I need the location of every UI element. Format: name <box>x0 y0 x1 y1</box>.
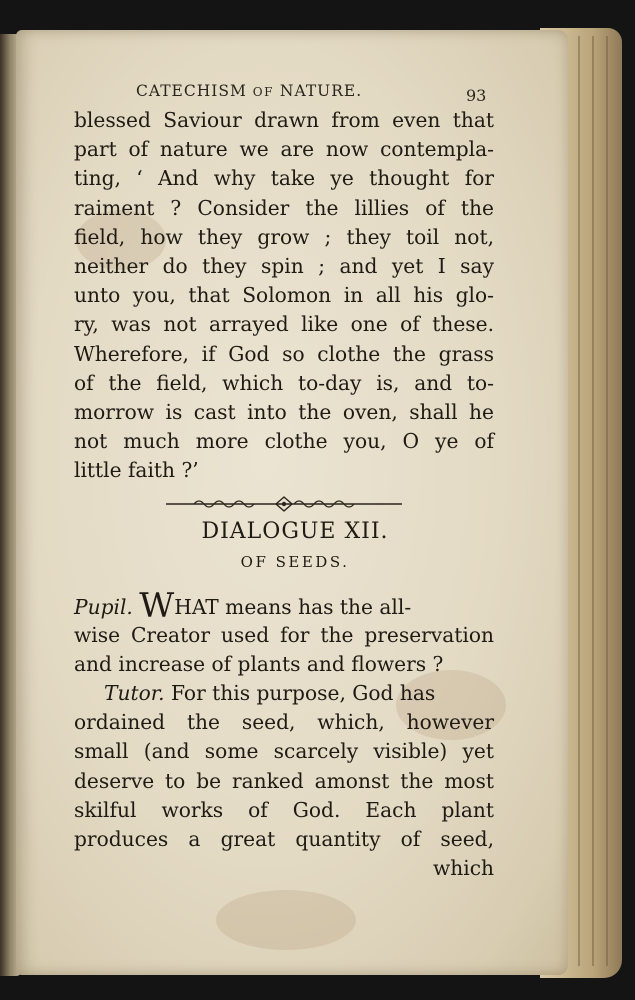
text-line: part of nature we are now contempla- <box>74 137 494 162</box>
continued-paragraph <box>74 106 494 485</box>
page-number: 93 <box>466 86 487 105</box>
text-line: morrow is cast into the oven, shall he <box>74 399 494 424</box>
text-line: deserve to be ranked amonst the most <box>74 768 494 793</box>
text-line <box>74 586 494 626</box>
tutor-paragraph <box>74 679 494 883</box>
running-head-title-of: OF <box>252 85 274 99</box>
text-line: raiment ? Consider the lillies of the <box>74 195 494 220</box>
text-line: and increase of plants and flowers ? <box>74 652 444 677</box>
text-line: not much more clothe you, O ye of <box>74 429 494 454</box>
text-line: little faith ?’ <box>74 458 199 483</box>
tutor-speaker-label: Tutor. <box>104 681 165 705</box>
page-edge-line <box>578 36 580 966</box>
ornamental-rule <box>164 496 404 512</box>
text-line: field, how they grow ; they toil not, <box>74 224 494 249</box>
text-line: produces a great quantity of seed, <box>74 826 494 851</box>
running-head <box>136 82 496 100</box>
text-line: ordained the seed, which, however <box>74 710 494 735</box>
text-line: ry, was not arrayed like one of these. <box>74 312 494 337</box>
text-line <box>74 679 494 708</box>
text-line: wise Creator used for the preservation <box>74 623 494 648</box>
text-line: small (and some scarcely visible) yet <box>74 739 494 764</box>
drop-cap: W <box>139 586 175 626</box>
text-line: of the field, which to-day is, and to- <box>74 370 494 395</box>
text-line: skilful works of God. Each plant <box>74 797 494 822</box>
text-line: Wherefore, if God so clothe the grass <box>74 341 494 366</box>
running-head-title-part1: CATECHISM <box>136 82 247 100</box>
text-line: neither do they spin ; and yet I say <box>74 253 494 278</box>
paper-stain <box>216 890 356 950</box>
tutor-first-line: For this purpose, God has <box>171 681 436 705</box>
catchword: which <box>432 856 494 881</box>
text-line: blessed Saviour drawn from even that <box>74 108 494 132</box>
dialogue-subtitle: OF SEEDS. <box>240 553 350 571</box>
dialogue-title: DIALOGUE XII. <box>201 519 389 544</box>
text-line: unto you, that Solomon in all his glo- <box>74 283 494 308</box>
text-line: ting, ‘ And why take ye thought for <box>74 166 494 191</box>
page-edge-line <box>592 36 594 966</box>
page-edge-line <box>606 36 608 966</box>
pupil-speaker-label: Pupil. <box>74 595 133 619</box>
pupil-first-line: HAT means has the all- <box>174 595 412 619</box>
pupil-paragraph <box>74 586 494 680</box>
running-head-title-part2: NATURE. <box>279 82 363 100</box>
